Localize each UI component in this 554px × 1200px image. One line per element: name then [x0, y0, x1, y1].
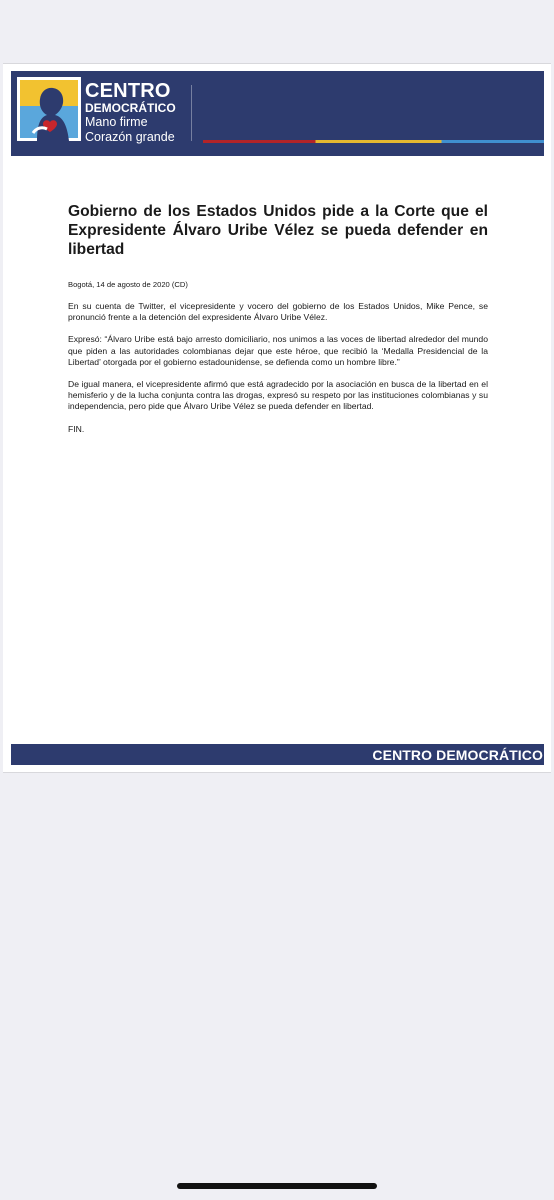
brand-block	[85, 81, 176, 143]
header-banner	[11, 71, 544, 156]
article-title: Gobierno de los Estados Unidos pide a la Corte que el Expresidente Álvaro Uribe Vélez se pueda defender en libertad	[68, 203, 488, 258]
article-body	[68, 202, 488, 446]
brand-divider	[191, 85, 192, 141]
document-page	[3, 63, 551, 773]
article-paragraph: En su cuenta de Twitter, el vicepresidente y vocero del gobierno de los Estados Unidos, Mike Pence, se pronunció frente a la detención del expresidente Álvaro Uribe Vélez.	[68, 301, 488, 323]
brand-name: CENTRO	[85, 80, 171, 102]
home-indicator[interactable]	[177, 1183, 377, 1189]
slogan-line-1: Mano firme	[85, 115, 148, 129]
flag-color-stripe	[203, 140, 544, 143]
person-with-heart-logo-icon	[17, 77, 81, 141]
article-paragraph: De igual manera, el vicepresidente afirmó que está agradecido por la asociación en busca de la libertad en el hemisferio y de la lucha conjunta contra las drogas, expresó su respeto por las instituciones colombianas y su independencia, pero pide que Álvaro Uribe Vélez se pueda defender en libertad.	[68, 379, 488, 412]
article-end-mark: FIN.	[68, 423, 85, 434]
slogan-line-2: Corazón grande	[85, 129, 175, 144]
footer-banner	[11, 744, 544, 765]
brand-subname: DEMOCRÁTICO	[85, 101, 176, 115]
article-paragraph: Expresó: “Álvaro Uribe está bajo arresto domiciliario, nos unimos a las voces de libertad alrededor del mundo que piden a las autoridades colombianas dejar que este héroe, que recibió la ‘Medalla Presidencial de la Libertad’ otorgada por el gobierno estadounidense, se defienda como un hombre libre.”	[68, 334, 488, 367]
footer-brand: CENTRO DEMOCRÁTICO	[372, 747, 543, 763]
article-dateline: Bogotá, 14 de agosto de 2020 (CD)	[68, 280, 188, 289]
